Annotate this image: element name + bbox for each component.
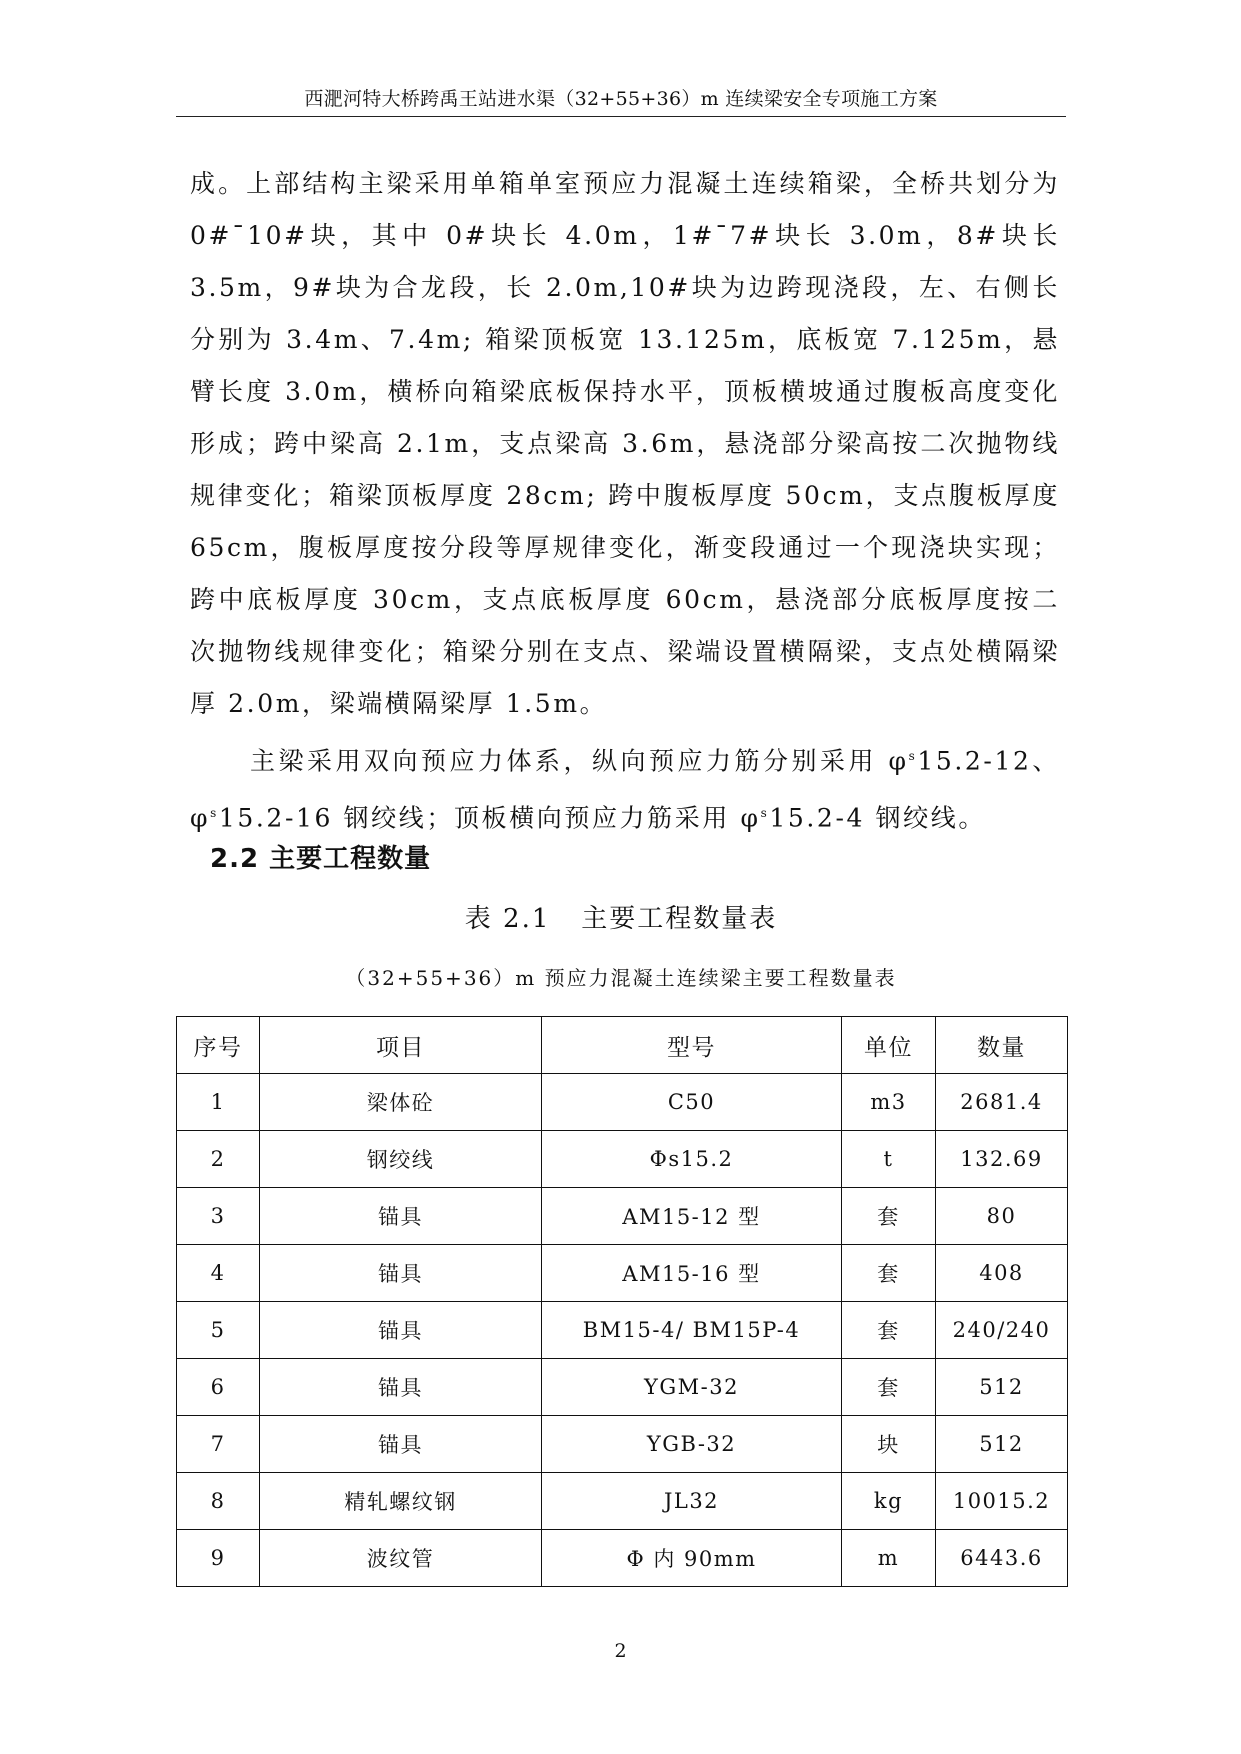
cell-unit: m (842, 1530, 936, 1587)
cell-unit: 套 (842, 1359, 936, 1416)
section-heading: 2.2 主要工程数量 (210, 844, 432, 874)
table-row (177, 1359, 1068, 1416)
table-row (177, 1416, 1068, 1473)
superscript-s: s (908, 749, 918, 763)
cell-item: 锚具 (260, 1359, 542, 1416)
cell-unit: 块 (842, 1416, 936, 1473)
cell-quantity: 80 (936, 1188, 1068, 1245)
cell-index: 3 (177, 1188, 260, 1245)
page-number: 2 (614, 1640, 627, 1662)
cell-model: JL32 (542, 1473, 842, 1530)
cell-index: 6 (177, 1359, 260, 1416)
cell-unit: m3 (842, 1074, 936, 1131)
cell-item: 梁体砼 (260, 1074, 542, 1131)
cell-item: 精轧螺纹钢 (260, 1473, 542, 1530)
cell-index: 9 (177, 1530, 260, 1587)
cell-index: 8 (177, 1473, 260, 1530)
body-text (190, 158, 1060, 845)
cell-index: 4 (177, 1245, 260, 1302)
cell-index: 5 (177, 1302, 260, 1359)
paragraph-prestress-part-2: 15.2-12、φ (190, 746, 1060, 833)
cell-unit: 套 (842, 1188, 936, 1245)
quantity-table (176, 1016, 1068, 1587)
cell-quantity: 2681.4 (936, 1074, 1068, 1131)
table-row (177, 1245, 1068, 1302)
header-cell-model: 型号 (542, 1017, 842, 1074)
header-rule (176, 116, 1066, 117)
running-header: 西淝河特大桥跨禹王站进水渠（32+55+36）m 连续梁安全专项施工方案 (304, 88, 938, 110)
cell-unit: 套 (842, 1245, 936, 1302)
cell-model: AM15-16 型 (542, 1245, 842, 1302)
paragraph-prestress (190, 730, 1060, 845)
cell-index: 7 (177, 1416, 260, 1473)
paragraph-prestress-part-4: 15.2-4 钢绞线。 (769, 803, 986, 833)
cell-model: Φ 内 90mm (542, 1530, 842, 1587)
cell-item: 锚具 (260, 1302, 542, 1359)
cell-item: 钢绞线 (260, 1131, 542, 1188)
paragraph-structure: 成。上部结构主梁采用单箱单室预应力混凝土连续箱梁，全桥共划分为 0#¯10#块，其中 0#块长 4.0m，1#¯7#块长 3.0m，8#块长 3.5m，9#块为合龙段，长 2.0m,10#块为边跨现浇段，左、右侧长分别为 3.4m、7.4m; 箱梁顶板宽 13.125m，底板宽 7.125m，悬臂长度 3.0m，横桥向箱梁底板保持水平，顶板横坡通过腹板高度变化形成；跨中梁高 2.1m，支点梁高 3.6m，悬浇部分梁高按二次抛物线规律变化；箱梁顶板厚度 28cm; 跨中腹板厚度 50cm，支点腹板厚度 65cm，腹板厚度按分段等厚规律变化，渐变段通过一个现浇块实现；跨中底板厚度 30cm，支点底板厚度 60cm，悬浇部分底板厚度按二次抛物线规律变化；箱梁分别在支点、梁端设置横隔梁，支点处横隔梁厚 2.0m，梁端横隔梁厚 1.5m。 (190, 169, 1060, 718)
cell-quantity: 10015.2 (936, 1473, 1068, 1530)
cell-quantity: 6443.6 (936, 1530, 1068, 1587)
table-row (177, 1473, 1068, 1530)
table-row (177, 1530, 1068, 1587)
cell-model: Φs15.2 (542, 1131, 842, 1188)
header-cell-unit: 单位 (842, 1017, 936, 1074)
header-cell-index: 序号 (177, 1017, 260, 1074)
cell-unit: kg (842, 1473, 936, 1530)
cell-item: 锚具 (260, 1245, 542, 1302)
cell-model: C50 (542, 1074, 842, 1131)
table-header-row (177, 1017, 1068, 1074)
superscript-s: s (210, 806, 219, 821)
header-cell-quantity: 数量 (936, 1017, 1068, 1074)
cell-model: YGM-32 (542, 1359, 842, 1416)
table-row (177, 1131, 1068, 1188)
paragraph-prestress-part-1: 主梁采用双向预应力体系，纵向预应力筋分别采用 φ (250, 746, 909, 776)
cell-quantity: 408 (936, 1245, 1068, 1302)
superscript-s: s (760, 806, 770, 821)
cell-quantity: 240/240 (936, 1302, 1068, 1359)
cell-quantity: 512 (936, 1359, 1068, 1416)
cell-item: 锚具 (260, 1188, 542, 1245)
cell-model: YGB-32 (542, 1416, 842, 1473)
paragraph-prestress-part-3: 15.2-16 钢绞线；顶板横向预应力筋采用 φ (218, 803, 761, 833)
header-cell-item: 项目 (260, 1017, 542, 1074)
cell-unit: 套 (842, 1302, 936, 1359)
table-subcaption: （32+55+36）m 预应力混凝土连续梁主要工程数量表 (345, 966, 897, 990)
cell-quantity: 132.69 (936, 1131, 1068, 1188)
cell-item: 波纹管 (260, 1530, 542, 1587)
cell-unit: t (842, 1131, 936, 1188)
cell-index: 2 (177, 1131, 260, 1188)
cell-item: 锚具 (260, 1416, 542, 1473)
cell-model: AM15-12 型 (542, 1188, 842, 1245)
table-row (177, 1074, 1068, 1131)
table-row (177, 1302, 1068, 1359)
cell-quantity: 512 (936, 1416, 1068, 1473)
cell-index: 1 (177, 1074, 260, 1131)
table-caption: 表 2.1 主要工程数量表 (464, 904, 778, 934)
cell-model: BM15-4/ BM15P-4 (542, 1302, 842, 1359)
table-row (177, 1188, 1068, 1245)
